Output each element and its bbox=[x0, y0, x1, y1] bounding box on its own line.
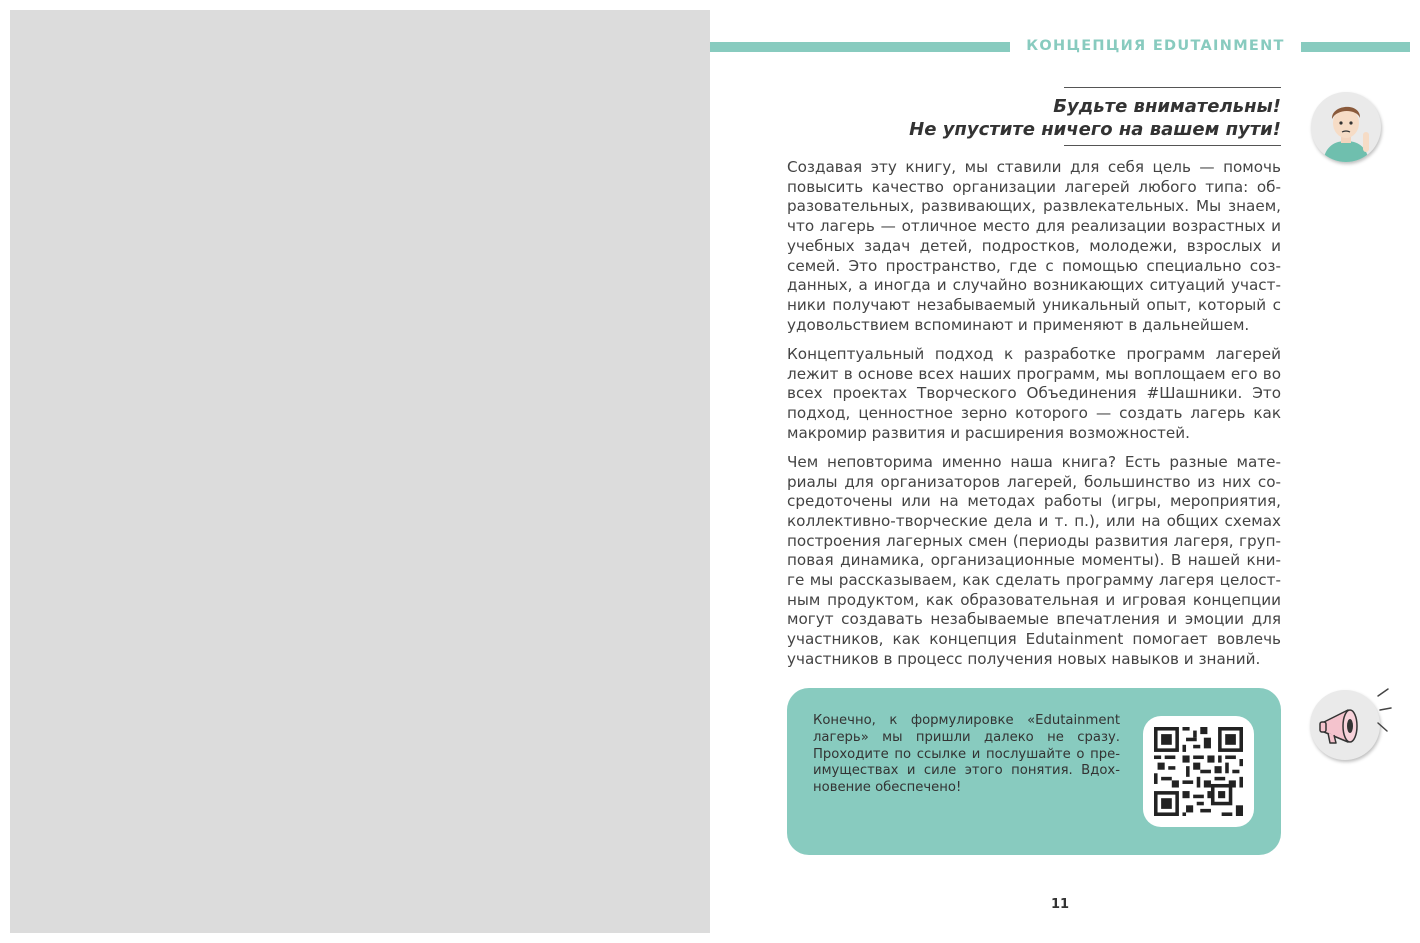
character-avatar-icon bbox=[1311, 92, 1381, 162]
warning-bottom-rule bbox=[1064, 145, 1281, 146]
warning-callout bbox=[850, 95, 1281, 141]
header-bar-right bbox=[1301, 42, 1410, 52]
paragraph-3: Чем неповторима именно наша книга? Есть разные материалы для организаторов лагерей, большинство из них сосредоточены или на методах работы (игры, мероприятия, коллективно-творческие дела и т. п.), или на общих схемах построения лагерных смен (периоды развития лагеря, групповая динамика, организационные моменты). В нашей книге мы рассказываем, как сделать программу лагеря целостным продуктом, как образовательная и игровая концепции могут создавать незабываемые впечатления и эмоции для участников, как концепция Edutainment помогает вовлечь участников в процесс получения новых навыков и знаний. bbox=[787, 452, 1281, 668]
callout-text: Конечно, к формулировке «Edutainment лагерь» мы пришли далеко не сразу. Проходите по ссылке и послушайте о преимуществах и силе этого понятия. Вдохновение обеспечено! bbox=[813, 713, 1120, 796]
main-text bbox=[787, 158, 1281, 679]
paragraph-2: Концептуальный подход к разработке программ лагерей лежит в основе всех наших программ, мы воплощаем его во всех проектах Творческого Объединения #Шашники. Это подход, ценностное зерно которого — создать лагерь как макромир развития и расширения возможностей. bbox=[787, 344, 1281, 442]
warning-line-1: Будьте внимательны! bbox=[1053, 96, 1281, 117]
qr-callout-box bbox=[787, 688, 1281, 855]
qr-code[interactable] bbox=[1143, 716, 1254, 827]
warning-top-rule bbox=[1064, 87, 1281, 88]
qr-code-icon bbox=[1154, 727, 1243, 816]
left-page-blank bbox=[10, 10, 710, 933]
warning-line-2: Не упустите ничего на вашем пути! bbox=[909, 119, 1281, 140]
header-bar-left bbox=[710, 42, 1010, 52]
section-header-title: КОНЦЕПЦИЯ EDUTAINMENT bbox=[1026, 38, 1285, 54]
paragraph-1: Создавая эту книгу, мы ставили для себя цель — помочь повысить качество организации лагерей любого типа: образовательных, развивающих, развлекательных. Мы знаем, что лагерь — отличное место для реализации возрастных и учебных задач детей, подростков, молодежи, взрослых и семей. Это пространство, где с помощью специально созданных, а иногда и случайно возникающих ситуаций участники получают незабываемый уникальный опыт, который с удовольствием вспоминают и применяют в дальнейшем. bbox=[787, 158, 1281, 334]
sound-lines-icon bbox=[1370, 686, 1392, 736]
page-number: 11 bbox=[1050, 897, 1070, 912]
